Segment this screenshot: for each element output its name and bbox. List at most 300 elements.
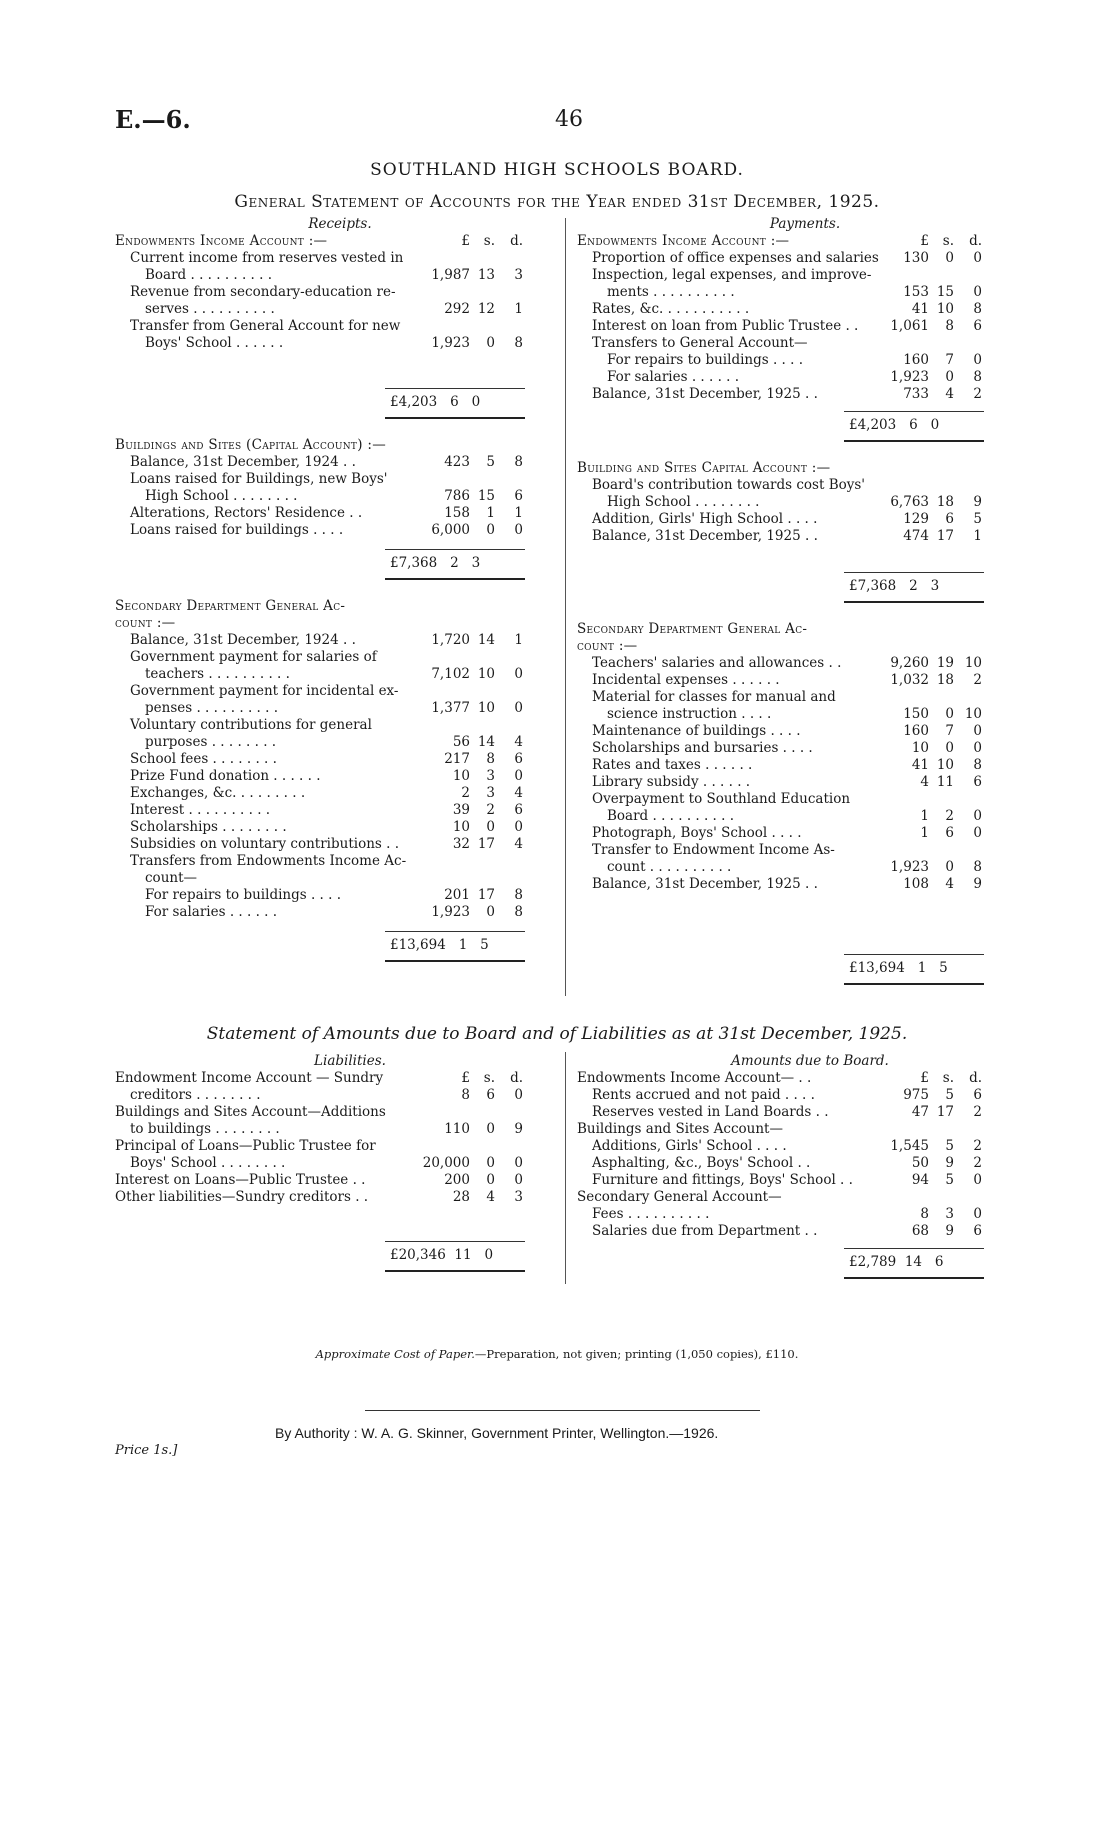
- row-label: Board . . . . . . . . . .: [145, 267, 273, 283]
- shillings-value: 5: [945, 1138, 954, 1154]
- pence-value: 0: [514, 819, 523, 835]
- pounds-value: 1: [920, 825, 929, 841]
- pounds-value: 1: [920, 808, 929, 824]
- row-label: Balance, 31st December, 1925 . .: [592, 386, 818, 402]
- shillings-value: 0: [945, 250, 954, 266]
- account-row: [115, 649, 555, 666]
- pounds-value: 1,545: [890, 1138, 929, 1154]
- account-row: [115, 683, 555, 700]
- account-row: [115, 1087, 555, 1104]
- pounds-value: 158: [444, 505, 470, 521]
- pence-value: 0: [514, 1155, 523, 1171]
- account-row: [577, 386, 1017, 403]
- pence-value: 6: [514, 488, 523, 504]
- account-row: [577, 1189, 1017, 1206]
- shillings-value: 14: [477, 632, 495, 648]
- shillings-value: 3: [945, 1206, 954, 1222]
- pence-value: 2: [973, 1104, 982, 1120]
- liabilities-column: [115, 1070, 555, 1272]
- total-rule: [385, 388, 525, 389]
- account-row: [577, 369, 1017, 386]
- account-row: [577, 842, 1017, 859]
- account-row: [115, 717, 555, 734]
- row-label: Revenue from secondary-education re-: [130, 284, 396, 300]
- statement-title: Statement of Amounts due to Board and of Liabilities as at 31st December, 1925.: [206, 1024, 908, 1044]
- account-row: [577, 335, 1017, 352]
- pounds-value: 32: [452, 836, 470, 852]
- total-rule: [844, 572, 984, 573]
- row-label: Boys' School . . . . . . . .: [130, 1155, 286, 1171]
- double-rule: [844, 601, 984, 603]
- pounds-value: 47: [911, 1104, 929, 1120]
- pence-value: 8: [973, 301, 982, 317]
- pence-value: 6: [514, 751, 523, 767]
- pence-value: 10: [964, 655, 982, 671]
- account-row: [115, 836, 555, 853]
- account-row: [577, 1172, 1017, 1189]
- row-label: Board . . . . . . . . . .: [607, 808, 735, 824]
- pounds-value: 200: [444, 1172, 470, 1188]
- total-value: £13,694 1 5: [849, 960, 948, 976]
- pence-value: 2: [973, 386, 982, 402]
- shillings-value: 6: [945, 825, 954, 841]
- double-rule: [844, 983, 984, 985]
- pounds-value: 6,000: [431, 522, 470, 538]
- page-number: 46: [555, 107, 583, 132]
- account-row: [577, 1087, 1017, 1104]
- row-label: Balance, 31st December, 1924 . .: [130, 632, 356, 648]
- total-value: £4,203 6 0: [849, 417, 940, 433]
- row-label: Fees . . . . . . . . . .: [592, 1206, 710, 1222]
- row-label: Government payment for salaries of: [130, 649, 377, 665]
- pounds-value: 94: [911, 1172, 929, 1188]
- account-row: [115, 318, 555, 335]
- receipts-heading: Receipts.: [308, 216, 372, 232]
- section-heading-label: Building and Sites Capital Account :—: [577, 460, 831, 476]
- account-row: [115, 505, 555, 522]
- pounds-value: 8: [920, 1206, 929, 1222]
- total-value: £7,368 2 3: [390, 555, 481, 571]
- section-total: [115, 937, 555, 954]
- pounds-value: 292: [444, 301, 470, 317]
- pounds-value: 10: [452, 819, 470, 835]
- pounds-value: 110: [444, 1121, 470, 1137]
- account-row: [577, 1070, 1017, 1087]
- shillings-value: 10: [477, 700, 495, 716]
- shillings-value: 13: [477, 267, 495, 283]
- row-label: Scholarships and bursaries . . . .: [592, 740, 813, 756]
- row-label: Inspection, legal expenses, and improve-: [592, 267, 872, 283]
- pence-value: 9: [973, 876, 982, 892]
- row-label: Transfers from Endowments Income Ac-: [130, 853, 407, 869]
- pence-value: 8: [514, 904, 523, 920]
- pounds-value: 1,377: [431, 700, 470, 716]
- shillings-value: 0: [945, 740, 954, 756]
- pounds-value: 56: [452, 734, 470, 750]
- pence-value: 0: [514, 1172, 523, 1188]
- shilling-sign: s.: [483, 1070, 495, 1086]
- pounds-value: 10: [911, 740, 929, 756]
- pounds-value: 423: [444, 454, 470, 470]
- row-label: Photograph, Boys' School . . . .: [592, 825, 802, 841]
- account-row: [577, 706, 1017, 723]
- shillings-value: 7: [945, 723, 954, 739]
- account-row: [577, 740, 1017, 757]
- series-code: E.—6.: [115, 105, 191, 134]
- row-label: Balance, 31st December, 1925 . .: [592, 876, 818, 892]
- pounds-value: 8: [461, 1087, 470, 1103]
- pence-value: 0: [973, 740, 982, 756]
- pounds-value: 41: [911, 301, 929, 317]
- pence-value: 8: [973, 369, 982, 385]
- pence-value: 1: [514, 505, 523, 521]
- payments-column: [577, 233, 1017, 985]
- row-label: Teachers' salaries and allowances . .: [592, 655, 842, 671]
- pounds-value: 1,923: [431, 904, 470, 920]
- pound-sign: £: [920, 1070, 929, 1086]
- section-heading: [115, 233, 555, 250]
- authority-rule: [365, 1410, 760, 1411]
- account-row: [115, 819, 555, 836]
- pence-value: 8: [973, 757, 982, 773]
- pence-sign: d.: [969, 233, 982, 249]
- double-rule: [385, 1270, 525, 1272]
- pence-sign: d.: [510, 1070, 523, 1086]
- pounds-value: 1,923: [431, 335, 470, 351]
- shillings-value: 0: [486, 904, 495, 920]
- shillings-value: 4: [945, 386, 954, 402]
- row-label: Proportion of office expenses and salaries: [592, 250, 879, 266]
- shillings-value: 10: [936, 757, 954, 773]
- row-label: Boys' School . . . . . .: [145, 335, 284, 351]
- pence-value: 0: [514, 768, 523, 784]
- pounds-value: 1,923: [890, 859, 929, 875]
- amounts-due-heading: Amounts due to Board.: [731, 1053, 889, 1069]
- row-label: For salaries . . . . . .: [145, 904, 278, 920]
- pounds-value: 41: [911, 757, 929, 773]
- pence-value: 6: [514, 802, 523, 818]
- pounds-value: 6,763: [890, 494, 929, 510]
- account-row: [115, 734, 555, 751]
- row-label: Current income from reserves vested in: [130, 250, 404, 266]
- pence-value: 9: [514, 1121, 523, 1137]
- account-row: [577, 1223, 1017, 1240]
- account-row: [115, 1070, 555, 1087]
- pounds-value: 1,720: [431, 632, 470, 648]
- pence-value: 0: [973, 825, 982, 841]
- pounds-value: 786: [444, 488, 470, 504]
- statement-column-divider: [565, 1052, 566, 1284]
- column-divider: [565, 218, 566, 996]
- account-row: [115, 802, 555, 819]
- total-rule: [385, 1241, 525, 1242]
- shillings-value: 0: [486, 335, 495, 351]
- pound-sign: £: [461, 233, 470, 249]
- pounds-value: 201: [444, 887, 470, 903]
- pence-value: 8: [514, 454, 523, 470]
- row-label: to buildings . . . . . . . .: [130, 1121, 280, 1137]
- account-row: [115, 488, 555, 505]
- account-row: [577, 655, 1017, 672]
- paper-cost-note: [0, 1347, 1114, 1361]
- account-row: [115, 632, 555, 649]
- row-label: Prize Fund donation . . . . . .: [130, 768, 321, 784]
- shillings-value: 10: [936, 301, 954, 317]
- pence-value: 0: [514, 1087, 523, 1103]
- total-value: £2,789 14 6: [849, 1254, 944, 1270]
- pence-value: 4: [514, 785, 523, 801]
- account-row: [577, 1121, 1017, 1138]
- account-row: [577, 494, 1017, 511]
- row-label: science instruction . . . .: [607, 706, 772, 722]
- pounds-value: 50: [911, 1155, 929, 1171]
- pence-value: 0: [973, 808, 982, 824]
- shillings-value: 19: [936, 655, 954, 671]
- row-label: Material for classes for manual and: [592, 689, 836, 705]
- pounds-value: 1,923: [890, 369, 929, 385]
- pence-value: 6: [973, 318, 982, 334]
- pence-value: 10: [964, 706, 982, 722]
- shillings-value: 15: [936, 284, 954, 300]
- row-label: Other liabilities—Sundry creditors . .: [115, 1189, 369, 1205]
- pound-sign: £: [461, 1070, 470, 1086]
- row-label: Furniture and fittings, Boys' School . .: [592, 1172, 853, 1188]
- pounds-value: 4: [920, 774, 929, 790]
- row-label: Subsidies on voluntary contributions . .: [130, 836, 399, 852]
- account-row: [115, 301, 555, 318]
- shillings-value: 4: [486, 1189, 495, 1205]
- pence-value: 4: [514, 836, 523, 852]
- section-heading-label: Buildings and Sites (Capital Account) :—: [115, 437, 386, 453]
- row-label: Incidental expenses . . . . . .: [592, 672, 780, 688]
- shillings-value: 0: [945, 859, 954, 875]
- account-row: [115, 1104, 555, 1121]
- row-label: Board's contribution towards cost Boys': [592, 477, 866, 493]
- pence-value: 0: [514, 522, 523, 538]
- row-label: High School . . . . . . . .: [607, 494, 760, 510]
- account-row: [115, 768, 555, 785]
- row-label: Buildings and Sites Account—Additions: [115, 1104, 386, 1120]
- pence-value: 8: [514, 335, 523, 351]
- shillings-value: 0: [486, 1172, 495, 1188]
- row-label: Additions, Girls' School . . . .: [592, 1138, 787, 1154]
- pounds-value: 1,061: [890, 318, 929, 334]
- liabilities-heading: Liabilities.: [314, 1053, 386, 1069]
- section-total: [577, 960, 1017, 977]
- row-label: serves . . . . . . . . . .: [145, 301, 275, 317]
- paper-cost-label: Approximate Cost of Paper.: [315, 1347, 475, 1361]
- pounds-value: 28: [452, 1189, 470, 1205]
- pence-value: 0: [973, 250, 982, 266]
- total-rule: [844, 954, 984, 955]
- row-label: Loans raised for Buildings, new Boys': [130, 471, 388, 487]
- shillings-value: 17: [477, 887, 495, 903]
- account-row: [115, 335, 555, 352]
- amounts-due-column: [577, 1070, 1017, 1279]
- payments-heading: Payments.: [769, 216, 841, 232]
- account-row: [577, 774, 1017, 791]
- section-heading-label: Secondary Department General Ac-: [577, 621, 808, 637]
- pence-value: 1: [514, 632, 523, 648]
- pounds-value: 474: [903, 528, 929, 544]
- row-label: Buildings and Sites Account—: [577, 1121, 783, 1137]
- account-row: [577, 689, 1017, 706]
- shillings-value: 17: [936, 528, 954, 544]
- account-row: [577, 511, 1017, 528]
- total-value: £7,368 2 3: [849, 578, 940, 594]
- shillings-value: 2: [486, 802, 495, 818]
- account-row: [577, 791, 1017, 808]
- shillings-value: 7: [945, 352, 954, 368]
- pounds-value: 1,032: [890, 672, 929, 688]
- account-row: [577, 528, 1017, 545]
- row-label: Library subsidy . . . . . .: [592, 774, 751, 790]
- shilling-sign: s.: [942, 233, 954, 249]
- row-label: High School . . . . . . . .: [145, 488, 298, 504]
- shillings-value: 18: [936, 672, 954, 688]
- pounds-value: 39: [452, 802, 470, 818]
- account-row: [577, 250, 1017, 267]
- account-row: [115, 666, 555, 683]
- row-label: Alterations, Rectors' Residence . .: [130, 505, 363, 521]
- account-row: [577, 1104, 1017, 1121]
- account-row: [115, 904, 555, 921]
- section-total: [577, 1254, 1017, 1271]
- section-heading: [577, 638, 1017, 655]
- shillings-value: 6: [945, 511, 954, 527]
- account-row: [577, 1206, 1017, 1223]
- section-heading: [577, 233, 1017, 250]
- shillings-value: 9: [945, 1223, 954, 1239]
- row-label: School fees . . . . . . . .: [130, 751, 277, 767]
- row-label: For repairs to buildings . . . .: [607, 352, 803, 368]
- shillings-value: 11: [936, 774, 954, 790]
- pence-sign: d.: [969, 1070, 982, 1086]
- shillings-value: 0: [486, 1121, 495, 1137]
- shilling-sign: s.: [483, 233, 495, 249]
- row-label: count—: [145, 870, 198, 886]
- account-row: [577, 859, 1017, 876]
- total-rule: [844, 1248, 984, 1249]
- account-row: [115, 284, 555, 301]
- pence-value: 0: [973, 352, 982, 368]
- account-row: [115, 785, 555, 802]
- total-rule: [844, 411, 984, 412]
- pence-sign: d.: [510, 233, 523, 249]
- pound-sign: £: [920, 233, 929, 249]
- row-label: Transfer from General Account for new: [130, 318, 401, 334]
- pence-value: 1: [514, 301, 523, 317]
- section-heading: [115, 598, 555, 615]
- pence-value: 3: [514, 1189, 523, 1205]
- double-rule: [844, 1277, 984, 1279]
- pounds-value: 1,987: [431, 267, 470, 283]
- section-total: [577, 578, 1017, 595]
- account-row: [115, 853, 555, 870]
- shillings-value: 17: [936, 1104, 954, 1120]
- row-label: creditors . . . . . . . .: [130, 1087, 261, 1103]
- pounds-value: 160: [903, 723, 929, 739]
- row-label: penses . . . . . . . . . .: [145, 700, 278, 716]
- section-heading-label: Endowments Income Account :—: [115, 233, 328, 249]
- shillings-value: 0: [486, 1155, 495, 1171]
- row-label: Endowments Income Account— . .: [577, 1070, 812, 1086]
- shillings-value: 0: [945, 369, 954, 385]
- row-label: Rents accrued and not paid . . . .: [592, 1087, 815, 1103]
- row-label: Balance, 31st December, 1925 . .: [592, 528, 818, 544]
- row-label: Interest on loan from Public Trustee . .: [592, 318, 859, 334]
- row-label: Voluntary contributions for general: [130, 717, 372, 733]
- pounds-value: 9,260: [890, 655, 929, 671]
- account-row: [115, 1172, 555, 1189]
- section-total: [115, 1247, 555, 1264]
- row-label: Transfers to General Account—: [592, 335, 808, 351]
- account-row: [577, 284, 1017, 301]
- pence-value: 8: [514, 887, 523, 903]
- pence-value: 4: [514, 734, 523, 750]
- row-label: teachers . . . . . . . . . .: [145, 666, 290, 682]
- account-row: [115, 454, 555, 471]
- shillings-value: 0: [486, 522, 495, 538]
- document-subtitle: General Statement of Accounts for the Year ended 31st December, 1925.: [234, 192, 880, 212]
- pounds-value: 7,102: [431, 666, 470, 682]
- receipts-column: [115, 233, 555, 962]
- row-label: For salaries . . . . . .: [607, 369, 740, 385]
- paper-cost-text: —Preparation, not given; printing (1,050 copies), £110.: [474, 1347, 799, 1361]
- section-heading: [115, 437, 555, 454]
- pence-value: 0: [514, 666, 523, 682]
- shillings-value: 5: [945, 1172, 954, 1188]
- total-value: £20,346 11 0: [390, 1247, 494, 1263]
- pence-value: 6: [973, 1223, 982, 1239]
- row-label: Endowment Income Account — Sundry: [115, 1070, 384, 1086]
- shillings-value: 3: [486, 768, 495, 784]
- account-row: [115, 250, 555, 267]
- account-row: [577, 723, 1017, 740]
- row-label: Transfer to Endowment Income As-: [592, 842, 835, 858]
- shillings-value: 17: [477, 836, 495, 852]
- pence-value: 0: [973, 284, 982, 300]
- pounds-value: 217: [444, 751, 470, 767]
- shillings-value: 1: [486, 505, 495, 521]
- pence-value: 9: [973, 494, 982, 510]
- row-label: Secondary General Account—: [577, 1189, 782, 1205]
- pounds-value: 733: [903, 386, 929, 402]
- section-heading: [115, 615, 555, 632]
- shillings-value: 12: [477, 301, 495, 317]
- price-note: Price 1s.]: [115, 1443, 178, 1458]
- section-heading-label: Endowments Income Account :—: [577, 233, 790, 249]
- section-heading-label: count :—: [577, 638, 638, 654]
- row-label: Reserves vested in Land Boards . .: [592, 1104, 829, 1120]
- printer-authority: By Authority : W. A. G. Skinner, Government Printer, Wellington.—1926.: [275, 1425, 719, 1441]
- shillings-value: 5: [486, 454, 495, 470]
- account-row: [577, 301, 1017, 318]
- pence-value: 8: [973, 859, 982, 875]
- account-row: [577, 876, 1017, 893]
- pence-value: 3: [514, 267, 523, 283]
- shillings-value: 6: [486, 1087, 495, 1103]
- row-label: Maintenance of buildings . . . .: [592, 723, 801, 739]
- shilling-sign: s.: [942, 1070, 954, 1086]
- pounds-value: 160: [903, 352, 929, 368]
- account-row: [115, 700, 555, 717]
- shillings-value: 4: [945, 876, 954, 892]
- pounds-value: 975: [903, 1087, 929, 1103]
- row-label: Addition, Girls' High School . . . .: [592, 511, 818, 527]
- shillings-value: 8: [945, 318, 954, 334]
- shillings-value: 5: [945, 1087, 954, 1103]
